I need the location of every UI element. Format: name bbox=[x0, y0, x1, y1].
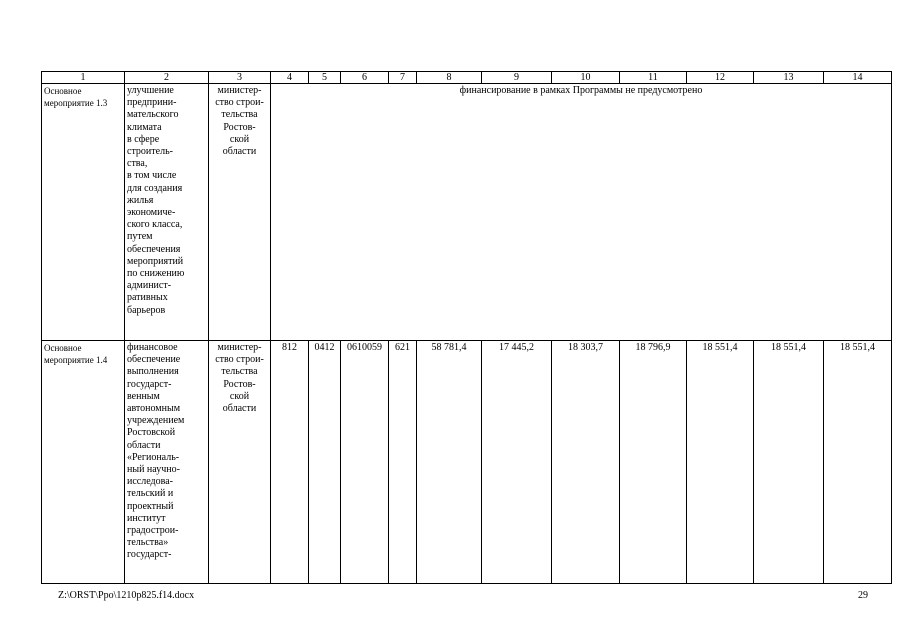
column-number: 5 bbox=[309, 72, 341, 84]
table-cell: 58 781,4 bbox=[417, 341, 482, 584]
column-number: 11 bbox=[620, 72, 687, 84]
activity-name: Основное мероприятие 1.4 bbox=[42, 341, 125, 584]
table-row bbox=[42, 84, 892, 341]
table-cell: 621 bbox=[389, 341, 417, 584]
column-number-row bbox=[42, 72, 892, 84]
activity-executor: министер- ство строи- тельства Ростов- ской области bbox=[209, 341, 271, 584]
program-table bbox=[41, 71, 892, 584]
table-row bbox=[42, 341, 892, 584]
column-number: 12 bbox=[687, 72, 754, 84]
column-number: 7 bbox=[389, 72, 417, 84]
financing-note: финансирование в рамках Программы не предусмотрено bbox=[271, 84, 892, 341]
column-number: 8 bbox=[417, 72, 482, 84]
table-cell: 18 551,4 bbox=[754, 341, 824, 584]
column-number: 6 bbox=[341, 72, 389, 84]
table-cell: 812 bbox=[271, 341, 309, 584]
table-cell: 17 445,2 bbox=[482, 341, 552, 584]
table-cell: 0610059 bbox=[341, 341, 389, 584]
activity-executor: министер- ство строи- тельства Ростов- ской области bbox=[209, 84, 271, 341]
table-cell: 18 303,7 bbox=[552, 341, 620, 584]
table-cell: 18 796,9 bbox=[620, 341, 687, 584]
column-number: 14 bbox=[824, 72, 892, 84]
column-number: 10 bbox=[552, 72, 620, 84]
activity-description: финансовое обеспечение выполнения государст- венным автономным учреждением Ростовской области «Региональ- ный научно- исследова- тельский и проектный институт градострои- тельства» государст- bbox=[125, 341, 209, 584]
column-number: 9 bbox=[482, 72, 552, 84]
column-number: 2 bbox=[125, 72, 209, 84]
footer-file-path: Z:\ORST\Ppo\1210p825.f14.docx bbox=[58, 590, 195, 601]
table-cell: 18 551,4 bbox=[824, 341, 892, 584]
table-cell: 18 551,4 bbox=[687, 341, 754, 584]
activity-description: улучшение предприни- мательского климата в сфере строитель- ства, в том числе для создания жилья экономиче- ского класса, путем обеспечения мероприятий по снижению админист- ративных барьеров bbox=[125, 84, 209, 341]
column-number: 13 bbox=[754, 72, 824, 84]
page-number: 29 bbox=[858, 590, 868, 601]
activity-name: Основное мероприятие 1.3 bbox=[42, 84, 125, 341]
column-number: 4 bbox=[271, 72, 309, 84]
table-cell: 0412 bbox=[309, 341, 341, 584]
column-number: 3 bbox=[209, 72, 271, 84]
column-number: 1 bbox=[42, 72, 125, 84]
